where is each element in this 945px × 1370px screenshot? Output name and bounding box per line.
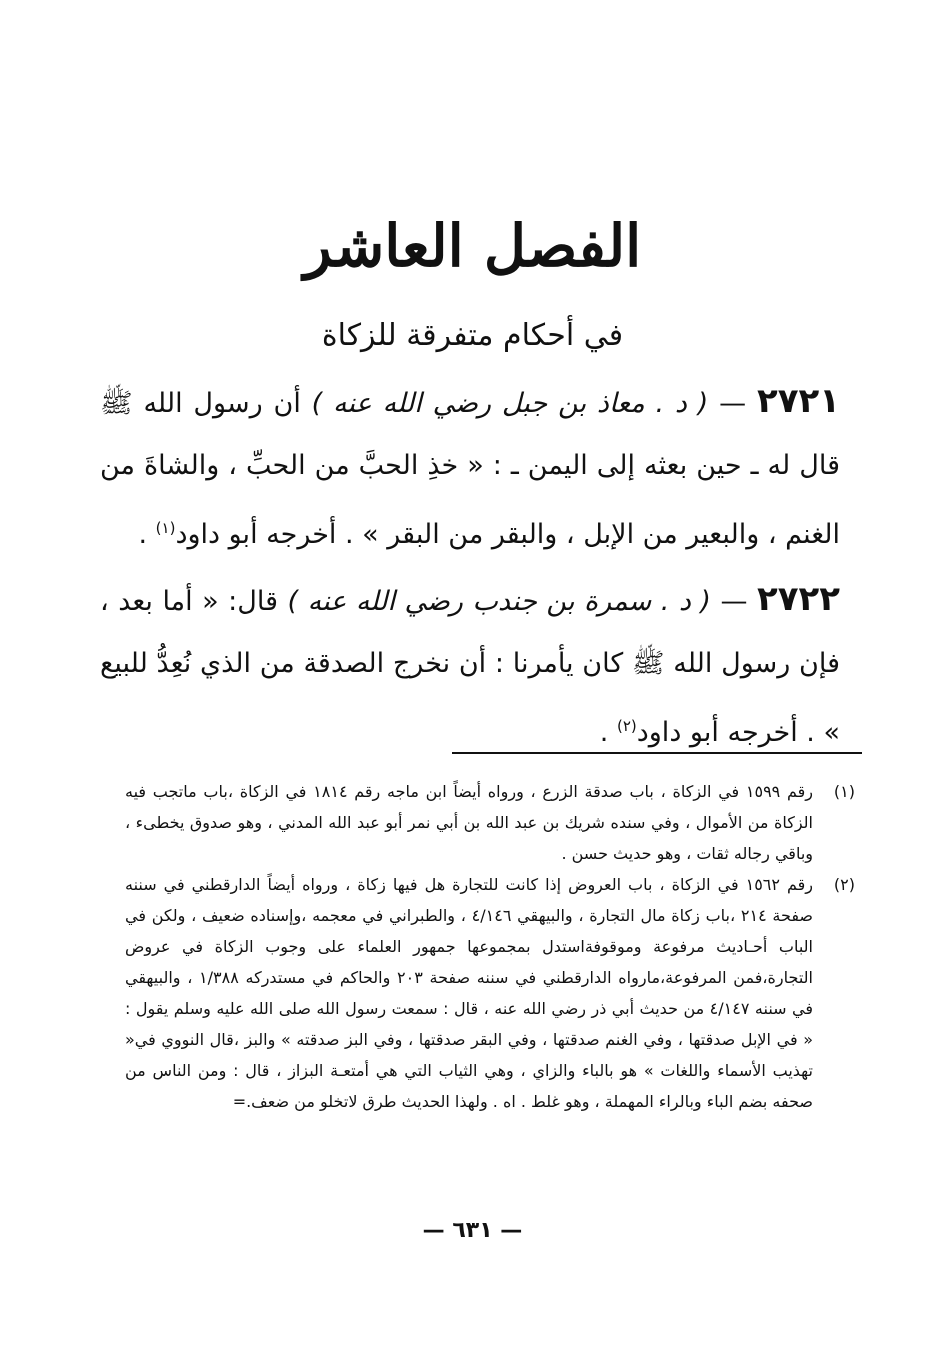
footnote-separator xyxy=(452,752,862,754)
hadith-text: أن رسول الله ﷺ قال له ـ حين بعثه إلى اليمن ـ : « خذِ الحبَّ من الحبِّ ، والشاةَ من الغنم ، والبعير من الإبل ، والبقر من البقر » . أخرجه أبو داود xyxy=(100,388,840,550)
hadith-entry xyxy=(100,568,840,764)
hadith-dash: — xyxy=(710,586,757,617)
hadith-number: ٢٧٢٢ xyxy=(756,579,840,619)
footnote-ref: (١) xyxy=(155,519,176,537)
footnote-text: رقم ١٥٦٢ في الزكاة ، باب العروض إذا كانت للتجارة هل فيها زكاة ، ورواه أيضاً الدارقطني في سننه صفحة ٢١٤ ،باب زكاة مال التجارة ، والبيهقي ٤/١٤٦ ، والطبراني في معجمه ،وإسناده ضعيف ، ولكن في الباب أحـاديث مرفوعة وموقوفةاستدل بمجموعها جمهور العلماء على وجوب الزكاة في عروض التجارة،فمن المرفوعة،مارواه الدارقطني في سننه صفحة ٢٠٣ والحاكم في مستدركه ١/٣٨٨ ، والبيهقي في سننه ٤/١٤٧ من حديث أبي ذر رضي الله عنه ، قال : سمعت رسول الله صلى الله عليه وسلم يقول : « في الإبل صدقتها ، وفي الغنم صدقتها ، وفي البقر صدقتها ، وفي البز صدقته » والبز ،قال النووي في« تهذيب الأسماء واللغات » هو بالباء والزاي ، وهي الثياب التي هي أمتعـة البزاز ، قال : ومن الناس من صحفه بضم الباء وبالراء المهملة ، وهو غلط . اه . ولهذا الحديث طرق لاتخلو من ضعف.= xyxy=(125,875,814,1111)
footnote xyxy=(125,776,855,869)
footnote-number: (٢) xyxy=(833,875,855,894)
hadith-end: . xyxy=(599,717,617,748)
hadith-narrator: ( د . معاذ بن جبل رضي الله عنه ) xyxy=(311,388,709,419)
hadith-text: قال: « أما بعد ، فإن رسول الله ﷺ كان يأمرنا : أن نخرج الصدقة من الذي نُعِدُّ للبيع » . أخرجه أبو داود xyxy=(100,586,840,748)
footnotes xyxy=(125,776,855,1117)
hadith-entry xyxy=(100,370,840,566)
footnote-text: رقم ١٥٩٩ في الزكاة ، باب صدقة الزرع ، ورواه أيضاً ابن ماجه رقم ١٨١٤ في الزكاة ،باب ماتجب فيه الزكاة من الأموال ، وفي سنده شريك بن عبد الله بن أبي نمر أبو عبد الله المدني ، وهو صدوق يخطىء ، وباقي رجاله ثقات ، وهو حديث حسن . xyxy=(125,782,814,863)
hadith-narrator: ( د . سمرة بن جندب رضي الله عنه ) xyxy=(287,586,711,617)
chapter-title: الفصل العاشر xyxy=(303,212,642,280)
hadith-dash: — xyxy=(708,388,757,419)
page-number: — ٦٣١ — xyxy=(422,1218,523,1243)
hadith-number: ٢٧٢١ xyxy=(756,381,840,421)
main-text xyxy=(100,370,840,766)
chapter-subtitle: في أحكام متفرقة للزكاة xyxy=(321,318,624,353)
footnote-ref: (٢) xyxy=(616,717,637,735)
footnote-number: (١) xyxy=(833,782,855,801)
footnote xyxy=(125,869,855,1117)
hadith-end: . xyxy=(138,519,156,550)
